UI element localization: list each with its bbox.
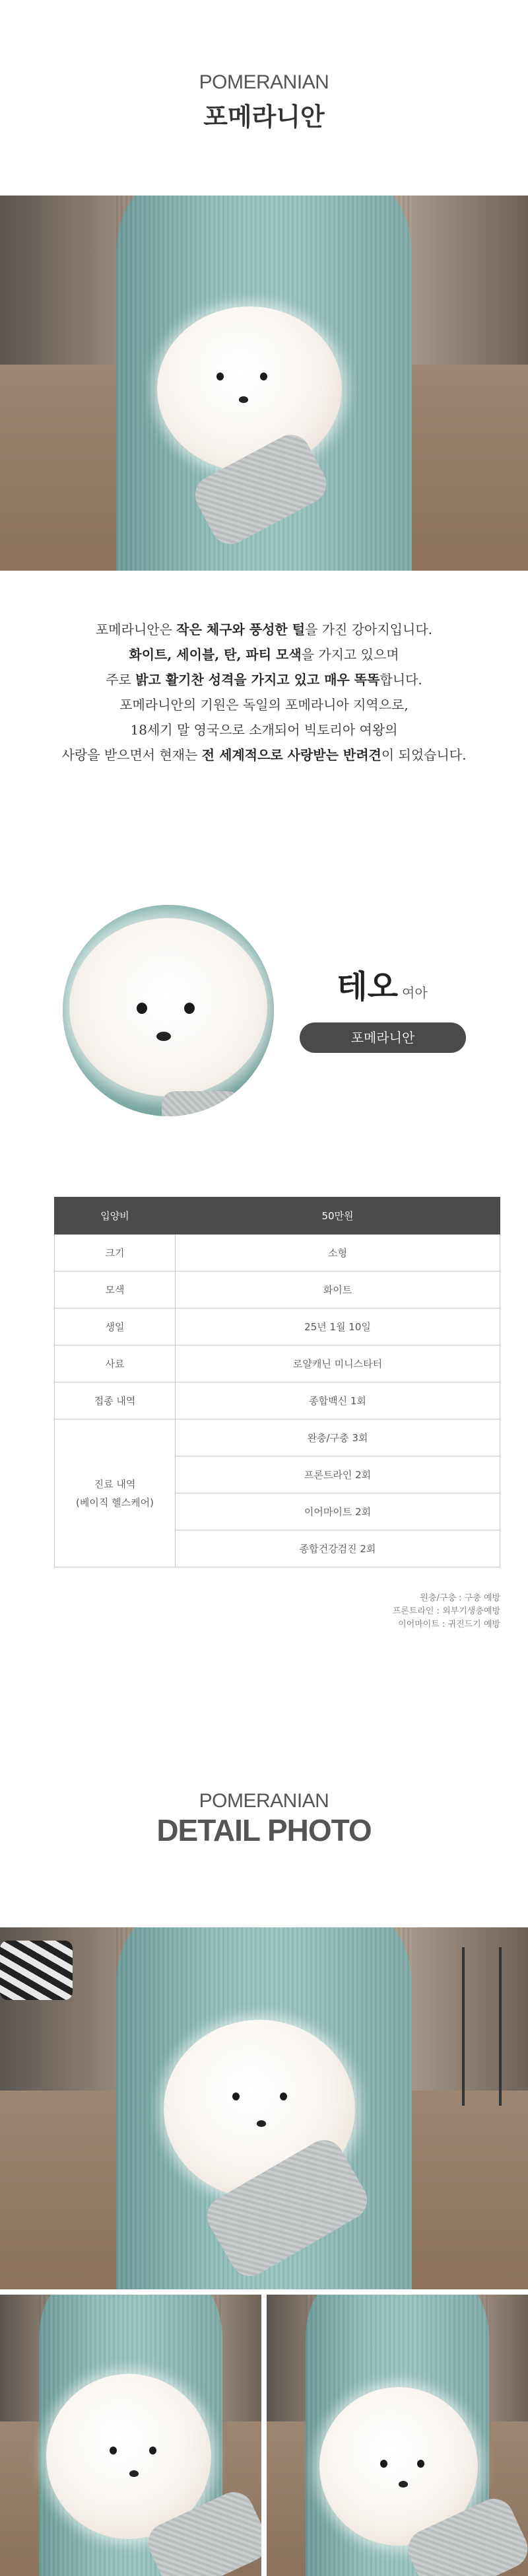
row-value: 종합백신 1회 bbox=[176, 1382, 500, 1419]
medical-history-label: 진료 내역 (베이직 헬스케어) bbox=[55, 1419, 176, 1567]
row-value: 완충/구충 3회 bbox=[176, 1419, 500, 1456]
description-line: 포메라니안의 기원은 독일의 포메라니아 지역으로, bbox=[119, 697, 409, 713]
detail-photo-left bbox=[0, 2295, 261, 2576]
puppy-gender: 여아 bbox=[402, 985, 428, 1001]
row-value: 프론트라인 2회 bbox=[176, 1456, 500, 1493]
description-line: 18세기 말 영국으로 소개되어 빅토리아 여왕의 bbox=[130, 722, 398, 738]
puppy-profile-photo bbox=[63, 905, 274, 1116]
table-row bbox=[55, 1234, 500, 1271]
row-value: 이어마이트 2회 bbox=[176, 1493, 500, 1530]
table-row bbox=[55, 1345, 500, 1382]
row-label: 크기 bbox=[55, 1234, 176, 1271]
note-line: 프론트라인 : 외부기생충예방 bbox=[392, 1606, 500, 1616]
table-row bbox=[55, 1419, 500, 1456]
description-line: 포메라니안은 작은 체구와 풍성한 털을 가진 강아지입니다. bbox=[95, 622, 432, 637]
breed-title-ko: 포메라니안 bbox=[203, 102, 325, 131]
table-header-row bbox=[55, 1198, 500, 1234]
detail-title: DETAIL PHOTO bbox=[156, 1813, 372, 1847]
description-line: 사랑을 받으면서 현재는 전 세계적으로 사랑받는 반려견이 되었습니다. bbox=[61, 747, 467, 763]
description-line: 주로 밝고 활기찬 성격을 가지고 있고 매우 똑똑합니다. bbox=[106, 672, 422, 688]
breed-badge: 포메라니안 bbox=[300, 1022, 466, 1053]
adoption-fee-label: 입양비 bbox=[55, 1198, 176, 1234]
row-value: 종합건강검진 2회 bbox=[176, 1530, 500, 1567]
hero-photo bbox=[0, 196, 528, 571]
adoption-fee-value: 50만원 bbox=[176, 1198, 500, 1234]
table-row bbox=[55, 1308, 500, 1345]
note-line: 원충/구충 : 구충 예방 bbox=[420, 1593, 500, 1603]
note-line: 이어마이트 : 귀진드기 예방 bbox=[398, 1620, 500, 1629]
table-row bbox=[55, 1382, 500, 1419]
row-value: 소형 bbox=[176, 1234, 500, 1271]
row-label: 사료 bbox=[55, 1345, 176, 1382]
table-row bbox=[55, 1271, 500, 1308]
row-value: 25년 1월 10일 bbox=[176, 1308, 500, 1345]
detail-photo-main bbox=[0, 1927, 528, 2289]
medical-notes bbox=[393, 1592, 500, 1631]
puppy-name-block bbox=[300, 961, 465, 1007]
breed-header bbox=[0, 71, 528, 133]
row-label: 모색 bbox=[55, 1271, 176, 1308]
breed-title-en: POMERANIAN bbox=[199, 71, 329, 93]
detail-photo-right bbox=[267, 2295, 528, 2576]
adoption-info-table bbox=[54, 1197, 500, 1567]
row-label: 생일 bbox=[55, 1308, 176, 1345]
puppy-name: 테오 bbox=[337, 968, 399, 1005]
row-value: 화이트 bbox=[176, 1271, 500, 1308]
row-value: 로얄캐닌 미니스타터 bbox=[176, 1345, 500, 1382]
detail-photo-header bbox=[0, 1790, 528, 1848]
breed-description bbox=[0, 617, 528, 768]
detail-title-en: POMERANIAN bbox=[199, 1790, 329, 1812]
description-line: 화이트, 세이블, 탄, 파티 모색을 가지고 있으며 bbox=[129, 647, 399, 662]
row-label: 접종 내역 bbox=[55, 1382, 176, 1419]
